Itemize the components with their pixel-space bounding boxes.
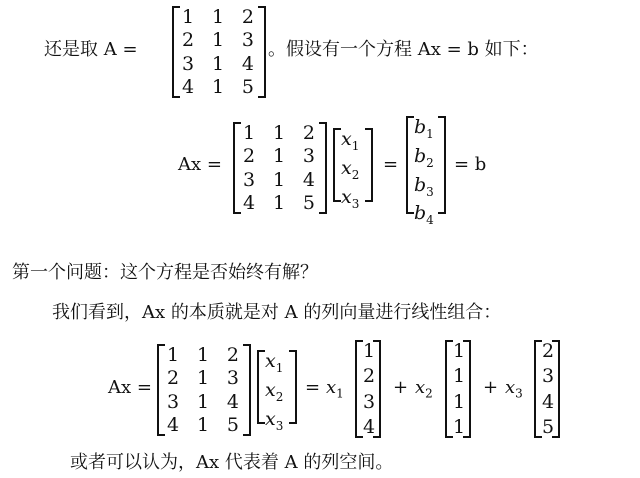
eq2-equals: = bbox=[305, 377, 321, 398]
matrix-a-line1: 1 1 2 2 1 3 3 1 4 4 1 5 bbox=[172, 6, 266, 98]
eq1-rhs: = b bbox=[454, 154, 487, 175]
eq2-coef-3: $x_3$ bbox=[505, 377, 523, 401]
vector-x-eq2: $x_1$ $x_2$ $x_3$ bbox=[257, 350, 297, 424]
conclusion-text: 或者可以认为，Ax 代表着 A 的列空间。 bbox=[70, 452, 394, 473]
eq1-lhs: Ax = bbox=[178, 154, 222, 175]
eq2-plus-2: + bbox=[483, 377, 499, 398]
eq2-lhs: Ax = bbox=[108, 377, 152, 398]
intro-prefix: 还是取 A = bbox=[44, 39, 138, 60]
column-3: 2 3 4 5 bbox=[534, 340, 560, 438]
matrix-a-eq1: 1 1 2 2 1 3 3 1 4 4 1 5 bbox=[233, 122, 327, 214]
eq2-coef-1: $x_1$ bbox=[326, 377, 344, 401]
column-1: 1 2 3 4 bbox=[355, 340, 381, 438]
eq2-plus-1: + bbox=[393, 377, 409, 398]
vector-x-eq1: $x_1$ $x_2$ $x_3$ bbox=[333, 128, 373, 202]
eq2-coef-2: $x_2$ bbox=[415, 377, 433, 401]
column-2: 1 1 1 1 bbox=[445, 340, 471, 438]
explanation-text: 我们看到，Ax 的本质就是对 A 的列向量进行线性组合： bbox=[52, 302, 502, 323]
question-heading: 第一个问题：这个方程是否始终有解？ bbox=[12, 262, 318, 283]
eq1-equals: = bbox=[383, 154, 399, 175]
matrix-a-eq2: 1 1 2 2 1 3 3 1 4 4 1 5 bbox=[157, 344, 251, 436]
vector-b-eq1: $b_1$ $b_2$ $b_3$ $b_4$ bbox=[406, 116, 446, 214]
intro-suffix: 。假设有一个方程 Ax = b 如下： bbox=[268, 39, 539, 60]
